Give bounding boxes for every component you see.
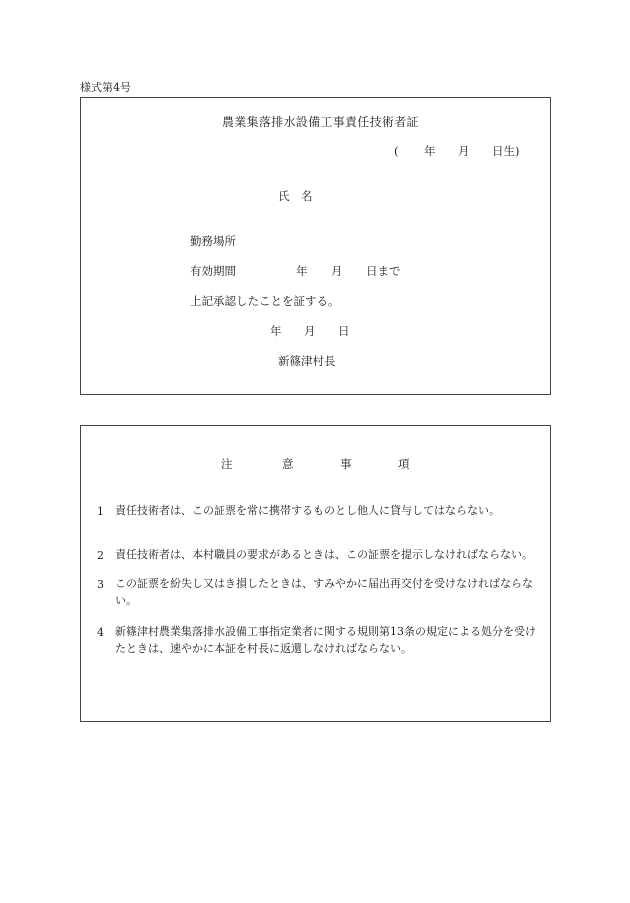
workplace-label: 勤務場所 xyxy=(190,234,236,248)
note-number: 3 xyxy=(97,578,104,591)
notes-heading-char: 項 xyxy=(398,457,410,471)
note-text: 責任技術者は、この証票を常に携帯するものとし他人に貸与してはならない。 xyxy=(115,504,500,517)
certificate-box xyxy=(80,97,551,395)
issue-year: 年 xyxy=(270,324,282,338)
validity-month: 月 xyxy=(331,264,343,278)
certificate-title: 農業集落排水設備工事責任技術者証 xyxy=(222,115,419,129)
note-number: 2 xyxy=(97,549,104,562)
note-text: 新篠津村農業集落排水設備工事指定業者に関する規則第13条の規定による処分を受けたときは、速やかに本証を村長に返還しなければならない。 xyxy=(115,625,536,655)
validity-year: 年 xyxy=(296,264,308,278)
approval-statement: 上記承認したことを証する。 xyxy=(190,294,340,308)
notes-box xyxy=(80,425,551,722)
issuer: 新篠津村長 xyxy=(278,354,336,368)
issue-month: 月 xyxy=(304,324,316,338)
notes-heading-char: 注 xyxy=(221,457,233,471)
birthdate-year: 年 xyxy=(424,144,436,158)
name-label: 氏 名 xyxy=(278,189,313,203)
note-text: 責任技術者は、本村職員の要求があるときは、この証票を提示しなければならない。 xyxy=(115,548,533,561)
birthdate-day-born: 日生) xyxy=(492,144,520,158)
note-number: 1 xyxy=(97,505,104,518)
note-text: この証票を紛失し又はき損したときは、すみやかに届出再交付を受けなければならない。 xyxy=(115,577,533,607)
note-number: 4 xyxy=(97,626,104,639)
issue-day: 日 xyxy=(338,324,350,338)
notes-heading-char: 意 xyxy=(282,457,294,471)
validity-until: 日まで xyxy=(366,264,401,278)
form-number: 様式第4号 xyxy=(80,81,131,94)
birthdate-open-paren: ( xyxy=(394,144,399,158)
validity-label: 有効期間 xyxy=(190,264,236,278)
birthdate-month: 月 xyxy=(458,144,470,158)
notes-heading-char: 事 xyxy=(340,457,352,471)
